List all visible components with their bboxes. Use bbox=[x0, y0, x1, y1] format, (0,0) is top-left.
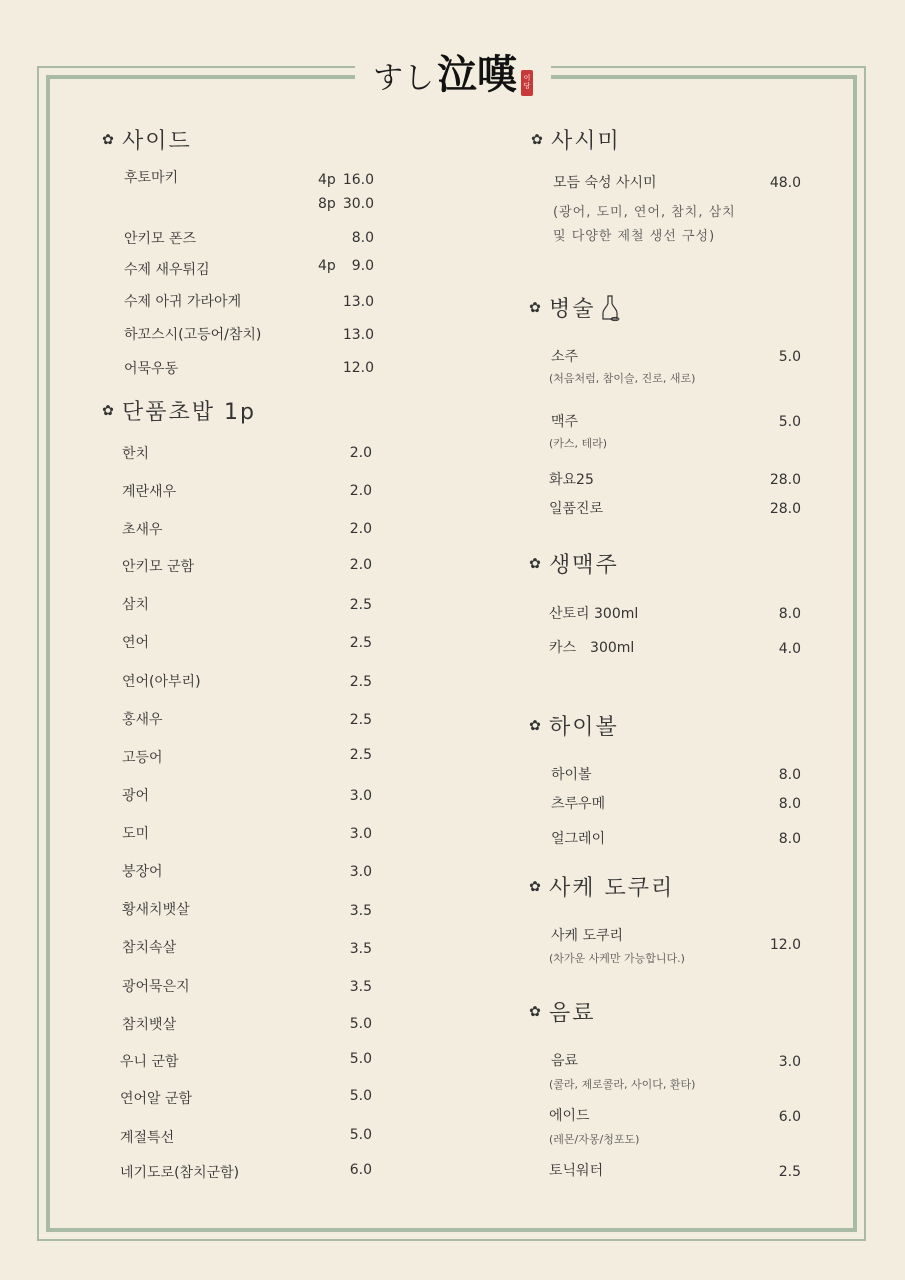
menu-item-name: 연어알 군함 bbox=[120, 1091, 193, 1107]
menu-item-price: 2.5 bbox=[349, 747, 372, 763]
menu-item-price: 3.0 bbox=[349, 788, 372, 804]
menu-item-name: 참치뱃살 bbox=[122, 1017, 177, 1033]
menu-item-name: 맥주 bbox=[551, 414, 579, 430]
flower-icon: ✿ bbox=[529, 717, 541, 734]
section-title: 사시미 bbox=[551, 129, 621, 154]
menu-item-name: 연어 bbox=[122, 635, 150, 651]
menu-item-price: 2.5 bbox=[349, 635, 372, 651]
menu-item-price: 3.5 bbox=[349, 979, 372, 995]
menu-item-name: 산토리 300ml bbox=[549, 606, 639, 622]
menu-item-price: 2.0 bbox=[349, 483, 372, 499]
menu-item-price: 28.0 bbox=[769, 472, 801, 488]
flower-icon: ✿ bbox=[102, 402, 114, 419]
menu-item-subtext: (콜라, 제로콜라, 사이다, 환타) bbox=[549, 1078, 696, 1091]
section-title: 생맥주 bbox=[549, 553, 619, 578]
menu-item-price: 8.0 bbox=[778, 796, 801, 812]
menu-item-qty: 8p bbox=[318, 196, 336, 212]
menu-item-price: 5.0 bbox=[349, 1127, 372, 1143]
flower-icon: ✿ bbox=[529, 555, 541, 572]
menu-item-name: 홍새우 bbox=[122, 712, 163, 728]
menu-item-price: 5.0 bbox=[778, 349, 801, 365]
menu-item-name: 황새치뱃살 bbox=[122, 902, 190, 918]
menu-item-price: 9.0 bbox=[351, 258, 374, 274]
section-title: 사이드 bbox=[122, 129, 192, 154]
menu-item-price: 8.0 bbox=[778, 606, 801, 622]
menu-item-price: 5.0 bbox=[349, 1016, 372, 1032]
menu-item-name: 츠루우메 bbox=[551, 796, 606, 812]
menu-item-name: 참치속살 bbox=[122, 940, 177, 956]
menu-item-name: 수제 아귀 가라아게 bbox=[124, 294, 242, 310]
menu-item-name: 얼그레이 bbox=[551, 831, 606, 847]
menu-item-name: 계절특선 bbox=[120, 1130, 175, 1146]
sake-bottle-icon bbox=[600, 294, 620, 322]
menu-item-price: 3.5 bbox=[349, 941, 372, 957]
menu-item-price: 4.0 bbox=[778, 641, 801, 657]
menu-item-price: 8.0 bbox=[778, 831, 801, 847]
section-title: 사케 도쿠리 bbox=[549, 876, 675, 901]
menu-item-name: 에이드 bbox=[549, 1108, 590, 1124]
menu-item-name: 일품진로 bbox=[549, 501, 604, 517]
menu-item-name: 연어(아부리) bbox=[122, 674, 201, 690]
flower-icon: ✿ bbox=[102, 131, 114, 148]
menu-item-name: 도미 bbox=[122, 826, 150, 842]
menu-item-price: 5.0 bbox=[778, 414, 801, 430]
brand-logo bbox=[355, 46, 551, 104]
seal-top-text: 이 bbox=[523, 74, 531, 83]
menu-item-price: 28.0 bbox=[769, 501, 801, 517]
menu-item-name: 하꼬스시(고등어/참치) bbox=[124, 327, 262, 343]
menu-item-name: 광어 bbox=[122, 788, 150, 804]
flower-icon: ✿ bbox=[529, 1003, 541, 1020]
menu-item-price: 3.0 bbox=[778, 1054, 801, 1070]
menu-item-name: 우니 군함 bbox=[120, 1054, 179, 1070]
menu-item-name: 카스 300ml bbox=[549, 640, 635, 656]
menu-item-price: 5.0 bbox=[349, 1051, 372, 1067]
menu-item-price: 48.0 bbox=[769, 175, 801, 191]
menu-item-price: 5.0 bbox=[349, 1088, 372, 1104]
menu-item-price: 12.0 bbox=[769, 937, 801, 953]
menu-item-qty: 4p bbox=[318, 172, 336, 188]
menu-item-price: 2.5 bbox=[349, 597, 372, 613]
section-sashimi-header bbox=[529, 124, 621, 155]
menu-item-price: 12.0 bbox=[342, 360, 374, 376]
menu-item-price: 3.5 bbox=[349, 903, 372, 919]
section-title: 음료 bbox=[549, 1001, 596, 1026]
menu-item-price: 6.0 bbox=[349, 1162, 372, 1178]
menu-item-price: 3.0 bbox=[349, 826, 372, 842]
menu-item-name: 사케 도쿠리 bbox=[551, 928, 624, 944]
menu-item-description: (광어, 도미, 연어, 참치, 삼치 bbox=[553, 205, 736, 220]
menu-item-name: 후토마키 bbox=[124, 170, 179, 186]
menu-item-price: 30.0 bbox=[342, 196, 374, 212]
menu-item-subtext: (차가운 사케만 가능합니다.) bbox=[549, 952, 685, 965]
menu-item-price: 2.5 bbox=[349, 674, 372, 690]
menu-item-qty: 4p bbox=[318, 258, 336, 274]
section-sake-header bbox=[527, 871, 674, 902]
menu-item-name: 붕장어 bbox=[122, 864, 163, 880]
menu-item-price: 8.0 bbox=[351, 230, 374, 246]
section-bottle-header bbox=[527, 292, 620, 323]
menu-item-name: 수제 새우튀김 bbox=[124, 262, 210, 278]
menu-item-subtext: (처음처럼, 참이슬, 진로, 새로) bbox=[549, 372, 696, 385]
menu-item-name: 모듬 숙성 사시미 bbox=[553, 175, 657, 191]
menu-item-price: 8.0 bbox=[778, 767, 801, 783]
seal-bottom-text: 당 bbox=[523, 82, 531, 90]
menu-item-price: 2.0 bbox=[349, 445, 372, 461]
menu-item-name: 고등어 bbox=[122, 750, 163, 766]
menu-item-price: 2.0 bbox=[349, 557, 372, 573]
red-seal bbox=[521, 70, 533, 96]
section-title: 하이볼 bbox=[549, 715, 619, 740]
menu-item-price: 6.0 bbox=[778, 1109, 801, 1125]
menu-item-subtext: (카스, 테라) bbox=[549, 437, 608, 450]
logo-kana: すし bbox=[373, 61, 435, 96]
menu-item-name: 안키모 폰즈 bbox=[124, 231, 197, 247]
menu-item-name: 초새우 bbox=[122, 522, 163, 538]
menu-item-name: 삼치 bbox=[122, 597, 150, 613]
section-draft-header bbox=[527, 548, 619, 579]
menu-item-name: 화요25 bbox=[549, 472, 594, 488]
flower-icon: ✿ bbox=[531, 131, 543, 148]
menu-item-name: 계란새우 bbox=[122, 484, 177, 500]
menu-item-name: 음료 bbox=[551, 1053, 579, 1069]
menu-item-price: 13.0 bbox=[342, 294, 374, 310]
menu-item-description: 및 다양한 제철 생선 구성) bbox=[553, 229, 716, 244]
menu-item-name: 토닉워터 bbox=[549, 1163, 604, 1179]
menu-item-price: 2.5 bbox=[349, 712, 372, 728]
menu-item-name: 하이볼 bbox=[551, 767, 592, 783]
flower-icon: ✿ bbox=[529, 878, 541, 895]
menu-item-price: 2.5 bbox=[778, 1164, 801, 1180]
section-title: 병술 bbox=[549, 297, 596, 322]
flower-icon: ✿ bbox=[529, 299, 541, 316]
section-side-header bbox=[100, 124, 192, 155]
menu-item-subtext: (레몬/자몽/청포도) bbox=[549, 1133, 640, 1146]
menu-item-price: 3.0 bbox=[349, 864, 372, 880]
menu-item-price: 13.0 bbox=[342, 327, 374, 343]
section-title: 단품초밥 1p bbox=[122, 400, 256, 425]
section-highball-header bbox=[527, 710, 619, 741]
menu-item-price: 16.0 bbox=[342, 172, 374, 188]
menu-item-name: 어묵우동 bbox=[124, 361, 179, 377]
menu-item-name: 안키모 군함 bbox=[122, 559, 195, 575]
menu-item-name: 소주 bbox=[551, 349, 579, 365]
menu-item-name: 네기도로(참치군함) bbox=[120, 1165, 240, 1181]
section-nigiri-header bbox=[100, 395, 256, 426]
menu-item-name: 광어묵은지 bbox=[122, 979, 190, 995]
menu-item-name: 한치 bbox=[122, 446, 150, 462]
section-drinks-header bbox=[527, 996, 596, 1027]
logo-kanji: 泣嘆 bbox=[437, 51, 517, 98]
menu-item-price: 2.0 bbox=[349, 521, 372, 537]
